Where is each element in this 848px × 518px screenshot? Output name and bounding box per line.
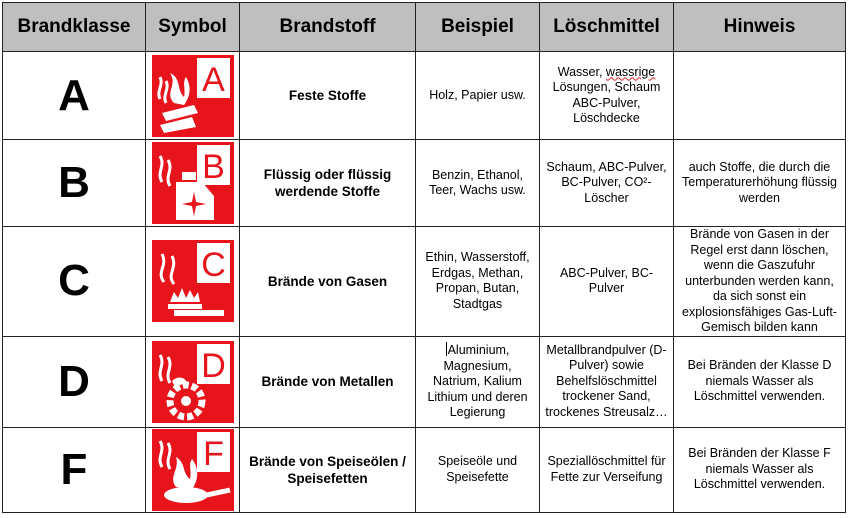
header-hinweis: Hinweis: [674, 3, 846, 52]
table-row: [3, 336, 846, 427]
table-row: [3, 52, 846, 140]
class-letter: B: [3, 140, 146, 227]
header-loeschmittel: Löschmittel: [540, 3, 674, 52]
header-brandklasse: Brandklasse: [3, 3, 146, 52]
loeschmittel-cell: [540, 52, 674, 140]
loeschmittel-cell: Metallbrandpulver (D-Pulver) sowie Behelfslöschmittel trockener Sand, trockenes Streusalz…: [540, 336, 674, 427]
brandstoff-cell: Feste Stoffe: [240, 52, 416, 140]
beispiel-cell: Ethin, Wasserstoff, Erdgas, Methan, Propan, Butan, Stadtgas: [416, 227, 540, 337]
beispiel-text: Aluminium, Magnesium, Natrium, Kalium Lithium und deren Legierung: [427, 343, 528, 420]
brandstoff-cell: Flüssig oder flüssig werdende Stoffe: [240, 140, 416, 227]
hinweis-cell: auch Stoffe, die durch die Temperaturerhöhung flüssig werden: [674, 140, 846, 227]
fire-class-c-icon: [152, 240, 234, 322]
beispiel-cell: [416, 336, 540, 427]
beispiel-cell: Holz, Papier usw.: [416, 52, 540, 140]
hinweis-cell: Bei Bränden der Klasse D niemals Wasser als Löschmittel verwenden.: [674, 336, 846, 427]
loeschmittel-text: Wasser,: [557, 64, 606, 79]
fire-class-f-icon: [152, 429, 234, 511]
beispiel-cell: Speiseöle und Speisefette: [416, 427, 540, 512]
hinweis-cell: [674, 52, 846, 140]
table-row: [3, 427, 846, 512]
text-cursor: [446, 342, 447, 356]
spellcheck-word: wassrige: [605, 64, 656, 79]
svg-text:D: D: [200, 346, 226, 385]
header-beispiel: Beispiel: [416, 3, 540, 52]
class-letter: F: [3, 427, 146, 512]
hinweis-cell: Bei Bränden der Klasse F niemals Wasser als Löschmittel verwenden.: [674, 427, 846, 512]
loeschmittel-text: Lösungen, Schaum ABC-Pulver, Löschdecke: [552, 80, 661, 125]
loeschmittel-cell: Schaum, ABC-Pulver, BC-Pulver, CO²-Löscher: [540, 140, 674, 227]
svg-text:F: F: [202, 434, 224, 473]
class-letter: A: [3, 52, 146, 140]
brandstoff-cell: Brände von Speiseölen / Speisefetten: [240, 427, 416, 512]
class-letter: D: [3, 336, 146, 427]
table-row: [3, 140, 846, 227]
brandstoff-cell: Brände von Metallen: [240, 336, 416, 427]
header-row: [3, 3, 846, 52]
header-symbol: Symbol: [146, 3, 240, 52]
svg-text:A: A: [201, 60, 225, 99]
brandstoff-cell: Brände von Gasen: [240, 227, 416, 337]
class-letter: C: [3, 227, 146, 337]
fire-class-a-icon: [152, 55, 234, 137]
header-brandstoff: Brandstoff: [240, 3, 416, 52]
table-row: [3, 227, 846, 337]
fire-class-d-icon: [152, 341, 234, 423]
fire-class-b-icon: [152, 142, 234, 224]
svg-text:C: C: [200, 246, 226, 285]
loeschmittel-cell: ABC-Pulver, BC-Pulver: [540, 227, 674, 337]
svg-text:B: B: [201, 148, 225, 186]
beispiel-cell: Benzin, Ethanol, Teer, Wachs usw.: [416, 140, 540, 227]
loeschmittel-cell: Speziallöschmittel für Fette zur Verseifung: [540, 427, 674, 512]
hinweis-cell: Brände von Gasen in der Regel erst dann löschen, wenn die Gaszufuhr unterbunden werden kann, da sich sonst ein explosionsfähiges Gas-Luft-Gemisch bilden kann: [674, 227, 846, 337]
fire-class-table: [2, 2, 846, 513]
